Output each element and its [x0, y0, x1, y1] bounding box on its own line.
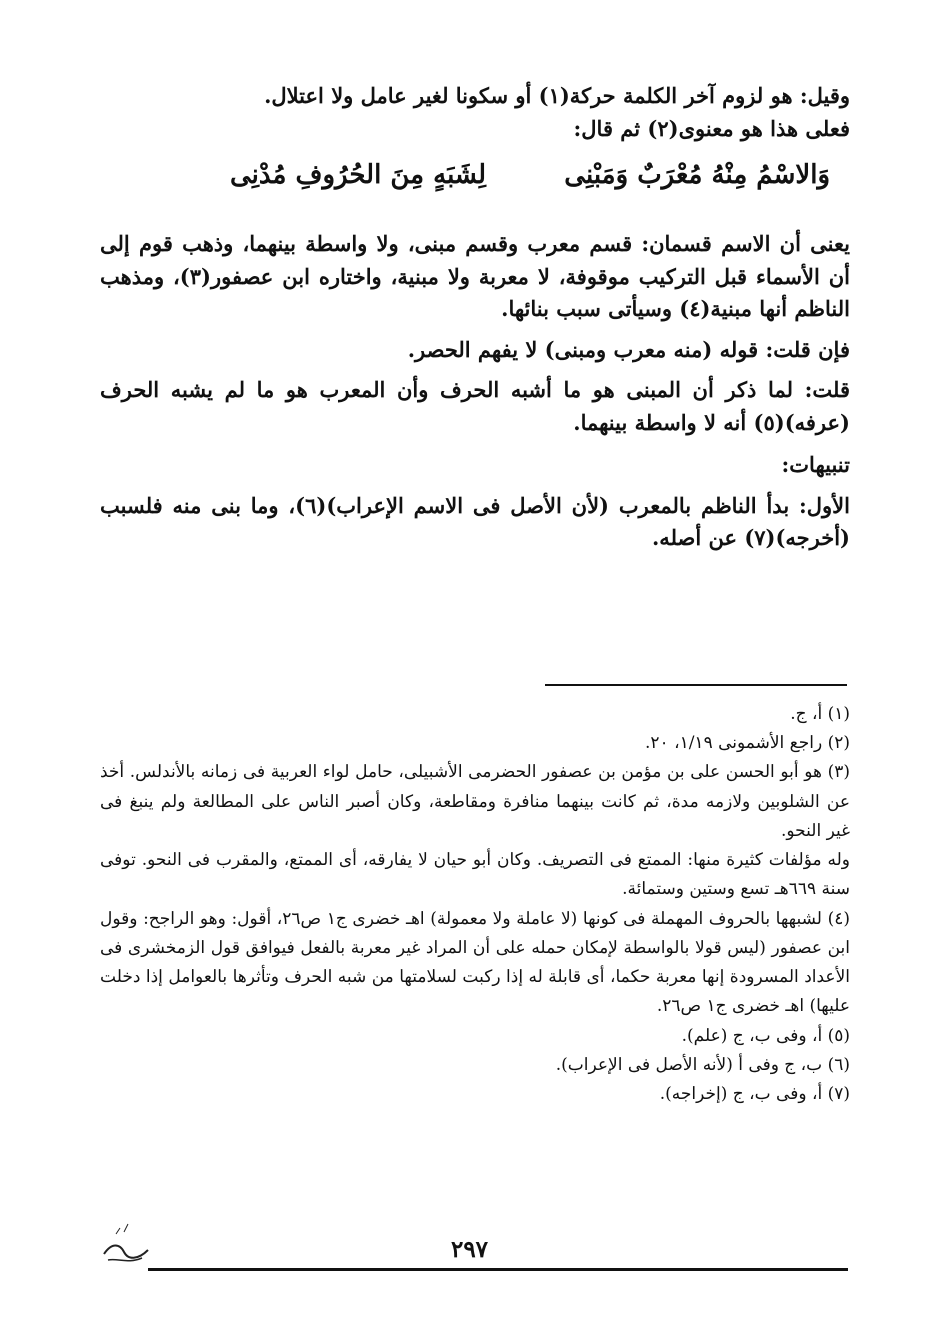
paragraph: فإن قلت: قوله (منه معرب ومبنى) لا يفهم الحصر.	[407, 336, 850, 362]
footnote: (٤) لشبهها بالحروف المهملة فى كونها (لا عاملة ولا معمولة) اهـ خضرى ج١ ص٢٦، أقول: وهو الراجح: وقول ابن عصفور (ليس قولا بالواسطة لإمكان حمله على أن المراد غير معربة بالفعل فيوافق قول الزمخشرى فى الأعداد المسرودة إنها معربة حكما، أى قابلة له إذا ركبت لسلامتها من شبه الحرف وتأثرها بالعوامل إذا دخلت عليها) اهـ خضرى ج١ ص٢٦.	[100, 908, 850, 1017]
section-heading: تنبيهات:	[781, 452, 850, 478]
verse-first-hemistich: وَالاسْمُ مِنْهُ مُعْرَبٌ وَمَبْنِى	[564, 160, 830, 190]
footnote: (٥) أ، وفى ب، ج (علم).	[681, 1025, 850, 1046]
footnote: (١) أ، ج.	[790, 704, 850, 724]
paragraph: فعلى هذا هو معنوى(٢) ثم قال:	[573, 115, 850, 141]
footnote-separator	[545, 684, 847, 686]
main-text-middle	[100, 228, 850, 555]
main-text-top	[100, 80, 850, 145]
paragraph: قلت: لما ذكر أن المبنى هو ما أشبه الحرف وأن المعرب هو ما لم يشبه الحرف (عرفه)(٥) أنه لا واسطة بينهما.	[100, 377, 850, 435]
footnote: (٣) هو أبو الحسن على بن مؤمن بن عصفور الحضرمى الأشبيلى، حامل لواء العربية فى زمانه بالأندلس. أخذ عن الشلوبين ولازمه مدة، ثم كانت بينهما منافرة ومقاطعة، وكان أصبر الناس على المطالعة ولم ينبغ فى غير النحو.	[100, 762, 850, 841]
page-number: ٢٩٧	[450, 1236, 489, 1263]
footnote: (٦) ب، ج وفى أ (لأنه الأصل فى الإعراب).	[555, 1054, 850, 1075]
poetry-verse	[230, 160, 830, 190]
footnote: (٢) راجع الأشمونى ١/١٩، ٢٠.	[645, 733, 850, 754]
footnotes	[100, 700, 850, 1109]
verse-second-hemistich: لِشَبَهٍ مِنَ الحُرُوفِ مُدْنِى	[230, 160, 487, 190]
footnote: وله مؤلفات كثيرة منها: الممتع فى التصريف. وكان أبو حيان لا يفارقه، أى الممتع، والمقرب فى النحو. توفى سنة ٦٦٩هـ تسع وستين وستمائة.	[100, 850, 850, 900]
paragraph: يعنى أن الاسم قسمان: قسم معرب وقسم مبنى، ولا واسطة بينهما، وذهب قوم إلى أن الأسماء قبل التركيب موقوفة، لا معربة ولا مبنية، واختاره ابن عصفور(٣)، ومذهب الناظم أنها مبنية(٤) وسيأتى سبب بنائها.	[100, 231, 850, 322]
paragraph: وقيل: هو لزوم آخر الكلمة حركة(١) أو سكونا لغير عامل ولا اعتلال.	[264, 83, 850, 108]
paragraph: الأول: بدأ الناظم بالمعرب (لأن الأصل فى الاسم الإعراب)(٦)، وما بنى منه فلسبب (أخرجه)(٧) عن أصله.	[100, 492, 850, 551]
bottom-rule	[148, 1268, 848, 1271]
footnote: (٧) أ، وفى ب، ج (إخراجه).	[659, 1084, 850, 1105]
